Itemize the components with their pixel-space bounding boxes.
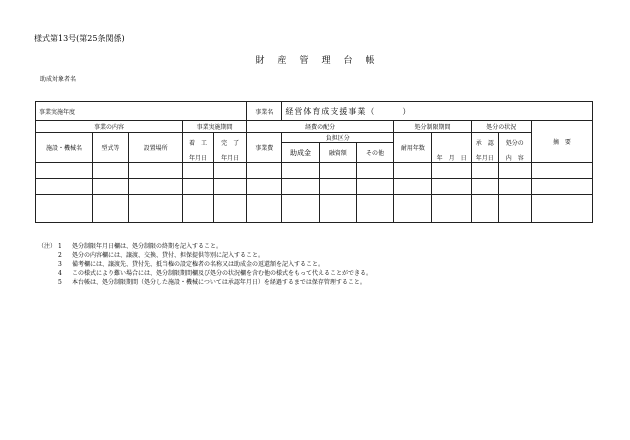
header-approval: 承 認	[471, 133, 498, 153]
note-text: 本台帳は、処分制限期間（処分した施設・機械については承認年月日）を経過するまでは保存管理すること。	[72, 279, 366, 286]
notes-prefix: （注）	[38, 243, 57, 250]
header-location: 設置場所	[129, 133, 183, 163]
header-self-burden: 融資額	[319, 143, 356, 163]
note-item	[38, 278, 372, 287]
header-approval-ymd: 年月日	[471, 153, 498, 163]
recipient-label: 助成対象者名	[40, 76, 77, 83]
note-number: 2	[58, 252, 62, 259]
note-number: 3	[58, 261, 62, 268]
fiscal-year-cell	[36, 102, 247, 121]
table-row	[36, 179, 593, 195]
note-text: 備考欄には、譲渡先、貸付先、抵当権の設定権者の名称又は助成金の返還額を記入すること。	[72, 261, 325, 268]
note-item	[38, 251, 372, 260]
header-cost-allocation: 経費の配分	[247, 121, 394, 133]
header-disposal-period: 処分制限期間	[394, 121, 472, 133]
note-number: 1	[58, 243, 62, 250]
header-facility-name: 施設・機械名	[36, 133, 93, 163]
fiscal-year-label: 事業実施年度	[39, 108, 76, 116]
header-completion-ymd: 年月日	[214, 153, 247, 163]
note-item	[38, 242, 372, 251]
header-disposal-content: 内 容	[498, 153, 531, 163]
note-number: 5	[58, 279, 62, 286]
header-other: その他	[356, 143, 393, 163]
note-text: 処分制限年月日欄は、処分制限の終期を記入すること。	[72, 243, 223, 250]
asset-ledger-table	[35, 101, 593, 223]
header-remarks: 摘 要	[531, 121, 592, 163]
document-title: 財産管理台帳	[255, 56, 388, 66]
header-burden-division: 負担区分	[282, 133, 394, 143]
header-project-cost: 事業費	[247, 133, 282, 163]
header-useful-life: 耐用年数	[394, 133, 432, 163]
form-number: 様式第13号(第25条関係)	[34, 34, 125, 43]
table-row	[36, 195, 593, 223]
project-name-label: 事業名	[247, 102, 282, 121]
header-disposal-ymd: 年 月 日	[432, 153, 471, 163]
header-project-content: 事業の内容	[36, 121, 183, 133]
note-number: 4	[58, 270, 62, 277]
notes-section	[38, 242, 372, 287]
note-item	[38, 269, 372, 278]
project-name-value: 経営体育成支援事業（ ）	[282, 102, 593, 121]
header-model: 型式等	[92, 133, 128, 163]
note-text: この様式により難い場合には、処分制限期間欄及び処分の状況欄を含む他の様式をもって代えることができる。	[72, 270, 373, 277]
note-item	[38, 260, 372, 269]
header-disposal-content-top: 処分の	[498, 133, 531, 153]
header-completion: 完 了	[214, 133, 247, 153]
header-start: 着 工	[183, 133, 214, 153]
header-disposal-status: 処分の状況	[471, 121, 531, 133]
table-row	[36, 163, 593, 179]
header-period: 事業実施期間	[183, 121, 247, 133]
header-disposal-limit-date	[432, 133, 471, 153]
header-subsidy: 助成金	[282, 143, 319, 163]
header-start-ymd: 年月日	[183, 153, 214, 163]
note-text: 処分の内容欄には、譲渡、交換、貸付、担保提供等別に記入すること。	[72, 252, 265, 259]
